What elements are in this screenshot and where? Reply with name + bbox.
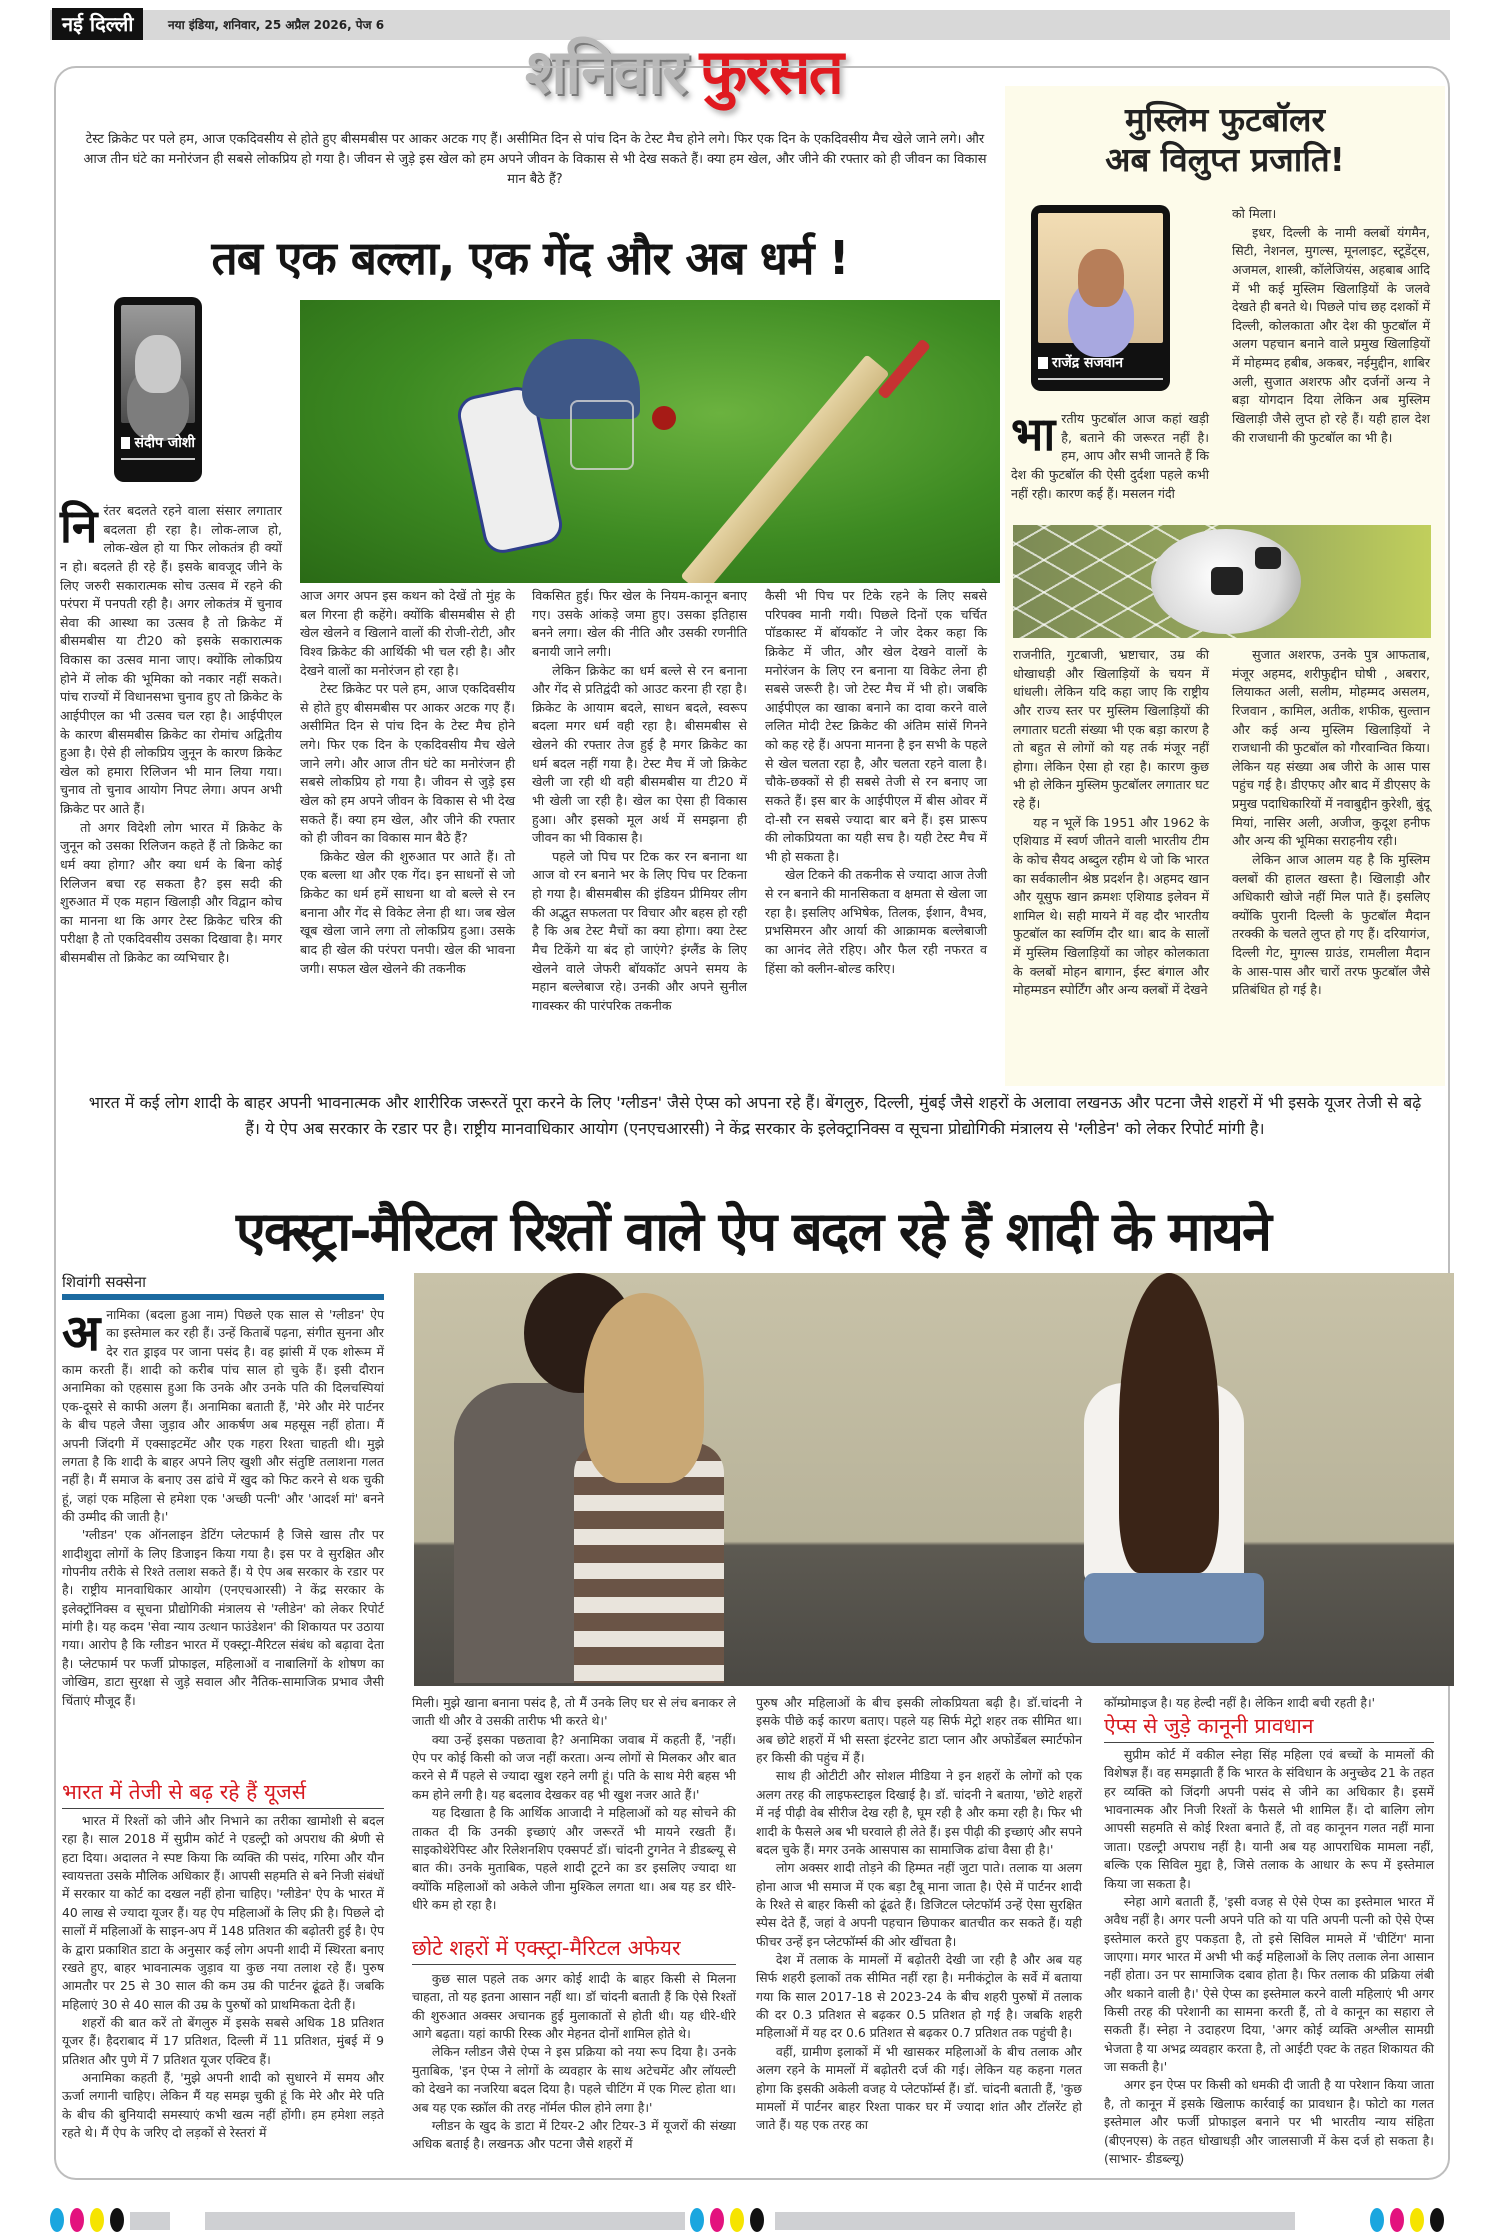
yellow-registration-mark: [90, 2208, 104, 2232]
cricket-col-4: कैसी भी पिच पर टिके रहने के लिए सबसे परिपक्व मानी गयी। पिछले दिनों एक चर्चित पॉडकास्ट में बॉयकॉट ने जोर देकर कहा कि क्रिकेट में जीत, और खेल देखने वालों के मनोरंजन के लिए रन बनाना या विकेट लेना ही सबसे जरूरी है। जो टेस्ट मैच में भी हो। जबकि आईपीएल का खाका बनाने का दावा करने वाले ललित मोदी टेस्ट क्रिकेट की अंतिम सांसें गिनने को कह रहे हैं। अपना मानना है इन सभी के पहले से खेल चलता रहा है, और चलता रहने वाला है। चौके-छक्कों से ही सबसे तेजी से रन बनाए जा सकते हैं। इस बार के आईपीएल में बीस ओवर में दो-सौ रन सबसे ज्यादा बार बने हैं। इस प्रारूप की लोकप्रियता का यही सच है। यही टेस्ट मैच में भी हो सकता है। खेल टिकने की तकनीक से ज्यादा आज तेजी से रन बनाने की मानसिकता व क्षमता से खेला जा रहा है। इसलिए अभिषेक, तिलक, ईशान, वैभव, प्रभसिमरन और आर्या की आक्रामक बल्लेबाजी का आनंद लेते रहिए। और फैल रही नफरत व हिंसा को क्लीन-बोल्ड करिए।: [765, 588, 987, 976]
extramarital-deck: भारत में कई लोग शादी के बाहर अपनी भावनात्मक और शारीरिक जरूरतें पूरा करने के लिए 'ग्लीडन' जैसे ऐप्स को अपना रहे हैं। बेंगलुरु, दिल्ली, मुंबई जैसे शहरों के अलावा लखनऊ और पटना जैसे शहरों में भी इसके यूजर तेजी से बढ़े हैं। ये ऐप अब सरकार के रडार पर है। राष्ट्रीय मानवाधिकार आयोग (एनएचआरसी) ने केंद्र सरकार के इलेक्ट्रानिक्स व सूचना प्रोद्योगिकी मंत्रालय से 'ग्लीडेन' को लेकर रिपोर्ट मांगी है।: [88, 1093, 1422, 1138]
football-col-left: राजनीति, गुटबाजी, भ्रष्टाचार, उम्र की धोखाधड़ी और खिलाड़ियों के चयन में धांधली। लेकिन यदि कहा जाए कि राष्ट्रीय और राज्य स्तर पर मुस्लिम खिलाड़ियों की लगातार घटती संख्या भी एक बड़ा कारण है तो बहुत से लोगों को यह तर्क मंजूर नहीं होगा। लेकिन ऐसा हो रहा है। कारण कुछ भी हो लेकिन मुस्लिम फुटबॉलर लगातार घट रहे हैं। यह न भूलें कि 1951 और 1962 के एशियाड में स्वर्ण जीतने वाली भारतीय टीम के कोच सैयद अब्दुल रहीम थे जो कि भारत का सर्वकालीन श्रेष्ठ प्रदर्शन है। अहमद खान और यूसुफ खान क्रमशः एशियाड इलेवन में शामिल थे। सही मायने में वह दौर भारतीय फुटबॉल का स्वर्णिम दौर था। बाद के सालों में मुस्लिम खिलाड़ियों का जोहर कोलकाता के क्लबों मोहन बागान, ईस्ट बंगाल और मोहम्मडन स्पोर्टिंग और अन्य क्लबों में देखने: [1013, 647, 1209, 998]
extramarital-col-4: सुप्रीम कोर्ट में वकील स्नेहा सिंह महिला एवं बच्चों के मामलों की विशेषज्ञ हैं। वह समझाती हैं कि भारत के संविधान के अनुच्छेद 21 के तहत हर व्यक्ति को जिंदगी अपनी पसंद से जीने का अधिकार है। इसमें भावनात्मक और निजी रिश्तों के फैसले भी शामिल हैं। दो बालिग लोग आपसी सहमति से कोई रिश्ता बनाते हैं, तो वह कानूनन गलत नहीं माना जाता। एडल्ट्री अपराध नहीं है। यानी अब यह आपराधिक मामला नहीं, बल्कि एक सिविल मुद्दा है, जिसे तलाक के आधार के रूप में इस्तेमाल किया जा सकता है। स्नेहा आगे बताती हैं, 'इसी वजह से ऐसे ऐप्स का इस्तेमाल भारत में अवैध नहीं है। अगर पत्नी अपने पति को या पति अपनी पत्नी को ऐसे ऐप्स इस्तेमाल करते हुए पकड़ता है, तो इसे सिविल मामले में 'चीटिंग' माना जाएगा। मगर भारत में अभी भी कई महिलाओं के लिए तलाक लेना आसान नहीं होता। उन पर सामाजिक दबाव होता है। फिर तलाक की प्रक्रिया लंबी और थकाने वाली है।' ऐसे ऐप्स का इस्तेमाल करने वाली महिलाएं भी अगर किसी तरह की परेशानी का सामना करती हैं, तो वे कानून का सहारा ले सकती हैं। स्नेहा ने उदाहरण दिया, 'अगर कोई व्यक्ति अश्लील सामग्री भेजता है या अभद्र व्यवहार करता है, तो आईटी एक्ट के तहत शिकायत की जा सकती है।' अगर इन ऐप्स पर किसी को धमकी दी जाती है या परेशान किया जाता है, तो कानून में इसके खिलाफ कार्रवाई का प्रावधान है। फोटो का गलत इस्तेमाल और फर्जी प्रोफाइल बनाने पर भी भारतीय न्याय संहिता (बीएनएस) के तहत धोखाधड़ी और जालसाजी में केस दर्ज हो सकता है। (साभार- डीडब्ल्यू): [1104, 1747, 1434, 2166]
cricket-col-2: आज अगर अपन इस कथन को देखें तो मुंह के बल गिरना ही कहेंगे। क्योंकि बीसमबीस से ही खेल खेलने व खिलाने वालों की रोजी-रोटी, और विश्व क्रिकेट की आर्थिकी भी चल रही है। और देखने वालों का मनोरंजन हो रहा है। टेस्ट क्रिकेट पर पले हम, आज एकदिवसीय से होते हुए बीसमबीस पर आकर अटक गए हैं। असीमित दिन से पांच दिन के टेस्ट मैच होने लगे। फिर एक दिन के एकदिवसीय मैच खेले जाने लगे। और आज तीन घंटे का मनोरंजन ही सबसे लोकप्रिय हो गया है। जीवन से जुड़े इस खेल को हम अपने जीवन के विकास से भी देख सकते हैं। क्या हम खेल, और जीने की रफ्तार को ही जीवन का विकास मान बैठे हैं? क्रिकेट खेल की शुरुआत पर आते हैं। तो एक बल्ला था और एक गेंद। इन साधनों से जो क्रिकेट का धर्म हमें साधना था वो बल्ले से रन बनाना और गेंद से विकेट लेना ही था। जब खेल खूब खेला जाने लगा तो लोकप्रिय हुआ। उसके बाद ही खेल की परंपरा पनपी। खेल की भावना जगी। सफल खेल खेलने की तकनीक: [300, 588, 515, 976]
extramarital-headline: एक्स्ट्रा-मैरिटल रिश्तों वाले ऐप बदल रहे हैं शादी के मायने: [236, 1200, 1270, 1263]
section-title-grey: शनिवार: [525, 35, 686, 108]
registration-bar: [775, 2212, 1295, 2230]
author-photo: [121, 305, 195, 423]
cyan-registration-mark: [690, 2208, 704, 2232]
football-net-image: [1013, 525, 1431, 638]
black-registration-mark: [750, 2208, 764, 2232]
dropcap: भा: [1011, 407, 1056, 461]
author-box-football: [1031, 205, 1170, 391]
author-name: संदीप जोशी: [121, 433, 195, 452]
couple-photo: [414, 1273, 1454, 1686]
cricket-headline: तब एक बल्ला, एक गेंद और अब धर्म !: [211, 231, 849, 285]
extramarital-col-2b: कुछ साल पहले तक अगर कोई शादी के बाहर किसी से मिलना चाहता, तो यह इतना आसान नहीं था। डॉ चांदनी बताती हैं कि ऐसे रिश्तों की शुरुआत अक्सर अचानक हुई मुलाकातों से होती थी। यह धीरे-धीरे आगे बढ़ता। यहां काफी रिस्क और मेहनत दोनों शामिल होते थे। लेकिन ग्लीडन जैसे ऐप्स ने इस प्रक्रिया को नया रूप दिया है। उनके मुताबिक, 'इन ऐप्स ने लोगों के व्यवहार के साथ अटेचमेंट और लॉयल्टी को देखने का नजरिया बदल दिया है। पहले चीटिंग में एक गिल्ट होता था। अब यह एक स्क्रॉल की तरह नॉर्मल फील होने लगा है।' ग्लीडन के खुद के डाटा में टियर-2 और टियर-3 में यूजरों की संख्या अधिक बताई है। लखनऊ और पटना जैसे शहरों में: [412, 1971, 736, 2152]
extramarital-col-3: पुरुष और महिलाओं के बीच इसकी लोकप्रियता बढ़ी है। डॉ.चांदनी ने इसके पीछे कई कारण बताए। पहले यह सिर्फ मेट्रो शहर तक सीमित था। अब छोटे शहरों में भी सस्ता इंटरनेट डाटा प्लान और अफोर्डेबल स्मार्टफोन हर किसी की पहुंच में हैं। साथ ही ओटीटी और सोशल मीडिया ने इन शहरों के लोगों को एक अलग तरह की लाइफस्टाइल दिखाई है। डॉ. चांदनी ने बताया, 'छोटे शहरों में नई पीढ़ी वेब सीरीज देख रही है, घूम रही है और कमा रही है। फिर भी शादी के फैसले अब भी घरवाले ही लेते हैं। इस पीढ़ी की इच्छाएं और सपने बदल चुके हैं। मगर उनके आसपास का सामाजिक ढांचा वैसा ही है।' लोग अक्सर शादी तोड़ने की हिम्मत नहीं जुटा पाते। तलाक या अलग होना आज भी समाज में एक बड़ा टैबू माना जाता है। ऐसे में पार्टनर शादी के रिश्ते से बाहर किसी को ढूंढते हैं। डिजिटल प्लेटफॉर्म उन्हें ऐसा सुरक्षित स्पेस देते हैं, जहां वे अपनी पहचान छिपाकर बातचीत कर सकते हैं। यही फीचर उन्हें इन प्लेटफॉर्म्स की ओर खींचता है। देश में तलाक के मामलों में बढ़ोतरी देखी जा रही है और अब यह सिर्फ शहरी इलाकों तक सीमित नहीं रहा है। मनीकंट्रोल के सर्वे में बताया गया कि साल 2017-18 से 2023-24 के बीच शहरी पुरुषों में तलाक की दर 0.3 प्रतिशत से बढ़कर 0.5 प्रतिशत हो गई है। जबकि शहरी महिलाओं में यह दर 0.6 प्रतिशत से बढ़कर 0.7 प्रतिशत तक पहुंची है। वहीं, ग्रामीण इलाकों में भी खासकर महिलाओं के बीच तलाक और अलग रहने के मामलों में बढ़ोतरी दर्ज की गई। लेकिन यह कहना गलत होगा कि इसकी अकेली वजह ये प्लेटफॉर्म्स हैं। डॉ. चांदनी बताती हैं, 'कुछ मामलों में पार्टनर बाहर रिश्ता पाकर घर में ज्यादा शांत और टॉलरेंट हो जाते हैं। यह एक तरह का: [756, 1695, 1082, 2133]
black-registration-mark: [110, 2208, 124, 2232]
extramarital-col-1b: भारत में रिश्तों को जीने और निभाने का तरीका खामोशी से बदल रहा है। साल 2018 में सुप्रीम कोर्ट ने एडल्ट्री को अपराध की श्रेणी से हटा दिया। अदालत ने स्पष्ट किया कि व्यक्ति की पसंद, गरिमा और यौन स्वायत्तता उसके मौलिक अधिकार हैं। आपसी सहमति से बने निजी संबंधों में सरकार या कोर्ट का दखल नहीं होना चाहिए। 'ग्लीडेन' ऐप के भारत में 40 लाख से ज्यादा यूजर हैं। यह ऐप महिलाओं के लिए फ्री है। पिछले दो सालों में महिलाओं के साइन-अप में 148 प्रतिशत की बढ़ोतरी हुई है। ऐप के द्वारा प्रकाशित डाटा के अनुसार कई लोग अपनी शादी में स्थिरता बनाए रखते हुए, बाहर भावनात्मक जुड़ाव या कुछ नया तलाश रहे हैं। पुरुष आमतौर पर 25 से 30 साल की कम उम्र की पार्टनर ढूंढते हैं। जबकि महिलाएं 30 से 40 साल की उम्र के पुरुषों को प्राथमिकता देती हैं। शहरों की बात करें तो बेंगलुरु में इसके सबसे अधिक 18 प्रतिशत यूजर हैं। हैदराबाद में 17 प्रतिशत, दिल्ली में 11 प्रतिशत, मुंबई में 9 प्रतिशत और पुणे में 7 प्रतिशत यूजर एक्टिव हैं। अनामिका कहती हैं, 'मुझे अपनी शादी को सुधारने में समय और ऊर्जा लगानी चाहिए। लेकिन मैं यह समझ चुकी हूं कि मेरे और मेरे पति के बीच की बुनियादी समस्याएं कभी खत्म नहीं होंगी। हम हमेशा लड़ते रहते थे। मैं ऐप के जरिए दो लड़कों से रेस्तरां में: [62, 1813, 384, 2141]
cricket-col-1: निरंतर बदलते रहने वाला संसार लगातार बदलता ही रहा है। लोक-लाज हो, लोक-खेल हो या फिर लोकतंत्र ही क्यों न हो। बदलते ही रहे हैं। इसके बावजूद जीने के लिए जरुरी सकारात्मक सोच उत्सव में रहने की परंपरा में पनपती रही है। अगर लोकतंत्र में चुनाव सेवा की आस्था का उत्सव है तो क्रिकेट में बीसमबीस या टी20 को इसके सकारात्मक विकास का उत्सव माना जाए। क्योंकि लोकप्रिय होने में लोक की भूमिका को नकार नहीं सकते। पांच राज्यों में विधानसभा चुनाव हुए तो क्रिकेट के आईपीएल का भी उत्सव चल रहा है। आईपीएल के कारण बीसमबीस क्रिकेट का रोमांच अद्वितीय हुआ है। ऐसे ही लोकप्रिय जुनून के कारण क्रिकेट खेल को हमारा रिलिजन भी मान लिया गया। चुनाव तो चुनाव आयोग निपट लेगा। अपन अभी क्रिकेट पर आते हैं। तो अगर विदेशी लोग भारत में क्रिकेट के जुनून को उसका रिलिजन कहते हैं तो क्रिकेट का धर्म क्या होगा? और क्या धर्म के बिना कोई रिलिजन बचा रह सकता है? इस सदी की शुरुआत में एक महान खिलाड़ी और विद्वान कोच का मानना था कि अगर टेस्ट क्रिकेट चरित्र की परीक्षा है तो एकदिवसीय उसका दिखावा है। मगर बीसमबीस तो क्रिकेट का व्यभिचार है।: [60, 499, 282, 965]
author-name: राजेंद्र सजवान: [1038, 353, 1163, 372]
author-box-cricket: [114, 297, 202, 482]
cricket-col-3: विकसित हुई। फिर खेल के नियम-कानून बनाए गए। उसके आंकड़े जमा हुए। उसका इतिहास बनने लगा। खेल की नीति और उसकी रणनीति बनायी जाने लगी। लेकिन क्रिकेट का धर्म बल्ले से रन बनाना और गेंद से प्रतिद्वंदी को आउट करना ही रहा है। क्रिकेट के आयाम बदले, साधन बदले, स्वरूप बदला मगर धर्म वही रहा है। बीसमबीस से खेलने की रफ्तार तेज हुई है मगर क्रिकेट का धर्म बदल नहीं गया है। टेस्ट मैच में जो क्रिकेट खेली जा रही थी वही बीसमबीस या टी20 में भी खेली जा रही है। खेल का ऐसा ही विकास हुआ। और इसको मूल अर्थ में समझना ही जीवन का भी विकास है। पहले जो पिच पर टिक कर रन बनाना था आज वो रन बनाने भर के लिए पिच पर टिकना हो गया है। बीसमबीस की इंडियन प्रीमियर लीग की अद्भुत सफलता पर विचार और बहस हो रही है कि अब टेस्ट मैचों का क्या होगा। क्या टेस्ट मैच टिकेंगे या बंद हो जाएंगे? इंग्लैंड के लिए खेलने वाले जेफरी बॉयकॉट अपने समय के महान बल्लेबाज रहे। उनकी और अपने सुनील गावस्कर की पारंपरिक तकनीक: [532, 588, 747, 1013]
cricket-equipment-image: [300, 300, 1000, 583]
byline: शिवांगी सक्सेना: [62, 1273, 146, 1291]
yellow-registration-mark: [1410, 2208, 1424, 2232]
magenta-registration-mark: [1390, 2208, 1404, 2232]
cyan-registration-mark: [50, 2208, 64, 2232]
cyan-registration-mark: [1370, 2208, 1384, 2232]
city-badge: नई दिल्ली: [52, 8, 143, 40]
section-title-red: फुरसत: [699, 35, 842, 108]
yellow-registration-mark: [730, 2208, 744, 2232]
extramarital-col-4-top: कॉम्प्रोमाइज है। यह हेल्दी नहीं है। लेकिन शादी बची रहती है।': [1104, 1695, 1376, 1710]
black-registration-mark: [1430, 2208, 1444, 2232]
football-headline: मुस्लिम फुटबॉलर अब विलुप्त प्रजाति!: [1105, 100, 1345, 179]
football-intro: भारतीय फुटबॉल आज कहां खड़ी है, बताने की जरूरत नहीं है। हम, आप और सभी जानते हैं कि देश की फुटबॉल की ऐसी दुर्दशा पहले कभी नहीं रही। कारण कई हैं। मसलन गंदी: [1011, 407, 1209, 501]
dropcap: नि: [60, 499, 98, 553]
extramarital-col-2: मिली। मुझे खाना बनाना पसंद है, तो मैं उनके लिए घर से लंच बनाकर ले जाती थी और वे उसकी तारीफ भी करते थे।' क्या उन्हें इसका पछतावा है? अनामिका जवाब में कहती हैं, 'नहीं। ऐप पर कोई किसी को जज नहीं करता। अन्य लोगों से मिलकर और बात करने से मैं पहले से ज्यादा खुश रहने लगी हूं। पति के साथ मेरी बहस भी कम होने लगी है। यह बदलाव देखकर वह भी खुश नजर आते हैं।' यह दिखाता है कि आर्थिक आजादी ने महिलाओं को यह सोचने की ताकत दी कि उनकी इच्छाएं और जरूरतें भी मायने रखती हैं। साइकोथेरेपिस्ट और रिलेशनशिप एक्सपर्ट डॉ। चांदनी टुगनेत ने डीडब्ल्यू से बात की। उनके मुताबिक, पहले शादी टूटने का डर इसलिए ज्यादा था क्योंकि महिलाओं को अकेले जीना मुश्किल लगता था। अब यह डर धीरे-धीरे कम हो रहा है।: [412, 1695, 736, 1912]
magenta-registration-mark: [70, 2208, 84, 2232]
dropcap: अ: [62, 1303, 101, 1362]
dateline: नया इंडिया, शनिवार, 25 अप्रैल 2026, पेज 6: [168, 18, 385, 32]
subhead-legal: ऐप्स से जुड़े कानूनी प्रावधान: [1104, 1712, 1434, 1743]
extramarital-col-1: अनामिका (बदला हुआ नाम) पिछले एक साल से 'ग्लीडन' ऐप का इस्तेमाल कर रही हैं। उन्हें किताबें पढ़ना, संगीत सुनना और देर रात ड्राइव पर जाना पसंद है। वह झांसी में एक शोरूम में काम करती हैं। शादी को करीब पांच साल हो चुके हैं। इसी दौरान अनामिका को एहसास हुआ कि उनके और उनके पति की दिलचस्पियां एक-दूसरे से काफी अलग हैं। अनामिका बताती हैं, 'मेरे और मेरे पार्टनर के बीच पहले जैसा जुड़ाव और आकर्षण अब महसूस नहीं होता। मैं अपनी जिंदगी में एक्साइटमेंट और एक गहरा रिश्ता चाहती थी। मुझे लगता है कि शादी के बाहर अपने लिए खुशी और संतुष्टि तलाशना गलत नहीं है। मैं समाज के बनाए उस ढांचे में खुद को फिट करने से थक चुकी हूं, जहां एक महिला से हमेशा एक 'अच्छी पत्नी' और 'आदर्श मां' बनने की उम्मीद की जाती है।' 'ग्लीडन' एक ऑनलाइन डेटिंग प्लेटफार्म है जिसे खास तौर पर शादीशुदा लोगों के लिए डिजाइन किया गया है। इस पर वे सुरक्षित और गोपनीय तरीके से रिश्ते तलाश सकते हैं। ये ऐप अब सरकार के रडार पर है। राष्ट्रीय मानवाधिकार आयोग (एनएचआरसी) ने केंद्र सरकार के इलेक्ट्रॉनिक्स व सूचना प्रौद्योगिकी मंत्रालय से 'ग्लीडेन' को लेकर रिपोर्ट मांगी है। यह कदम 'सेवा न्याय उत्थान फाउंडेशन' की शिकायत पर उठाया गया। आरोप है कि ग्लीडन भारत में एक्स्ट्रा-मैरिटल संबंध को बढ़ावा देता है। प्लेटफार्म पर फर्जी प्रोफाइल, महिलाओं व नाबालिगों के शोषण का जोखिम, डाटा सुरक्षा से जुड़े सवाल और नैतिक-सामाजिक प्रभाव जैसी चिंताएं मौजूद हैं।: [62, 1303, 384, 1708]
subhead-small-cities: छोटे शहरों में एक्स्ट्रा-मैरिटल अफेयर: [412, 1934, 736, 1965]
football-col-right-top: को मिला। इधर, दिल्ली के नामी क्लबों यंगमैन, सिटी, नेशनल, मुगल्स, मूनलाइट, स्टूडेंट्स, अजमल, शास्त्री, कॉलेजियंस, अहबाब आदि में भी कई मुस्लिम खिलाड़ियों के जलवे देखते ही बनते थे। पिछले पांच छह दशकों में दिल्ली, कोलकाता और देश की फुटबॉल में अलग पहचान बनाने वाले प्रमुख खिलाड़ियों में मोहम्मद हबीब, अकबर, नईमुद्दीन, शाबिर अली, सुजात अशरफ और दर्जनों अन्य ने बड़ा योगदान दिया लेकिन अब मुस्लिम खिलाड़ी जैसे लुप्त हो रहे हैं। यही हाल देश की राजधानी की फुटबॉल का भी है।: [1232, 206, 1430, 445]
cricket-deck: टेस्ट क्रिकेट पर पले हम, आज एकदिवसीय से होते हुए बीसमबीस पर आकर अटक गए हैं। असीमित दिन से पांच दिन के टेस्ट मैच होने लगे। फिर एक दिन के एकदिवसीय मैच खेले जाने लगे। और आज तीन घंटे का मनोरंजन ही सबसे लोकप्रिय हो गया है। जीवन से जुड़े इस खेल को हम अपने जीवन के विकास से भी देख सकते हैं। क्या हम खेल, और जीने की रफ्तार को ही जीवन का विकास मान बैठे हैं?: [83, 132, 987, 188]
magenta-registration-mark: [710, 2208, 724, 2232]
football-col-right: सुजात अशरफ, उनके पुत्र आफताब, मंजूर अहमद, शरीफुद्दीन घोषी , अबरार, लियाकत अली, सलीम, मोहम्मद असलम, रिजवान , कामिल, अतीक, शफीक, सुल्तान और कई अन्य मुस्लिम खिलाड़ियों ने राजधानी की फुटबॉल को गौरवान्वित किया। लेकिन यह संख्या अब जीरो के आस पास पहुंच गई है। डीएफए और बाद में डीएसए के प्रमुख पदाधिकारियों में नवाबुद्दीन कुरेशी, बुंदू मियां, नासिर अली, अजीज, कुदूश हनीफ और अन्य की भूमिका सराहनीय रही। लेकिन आज आलम यह है कि मुस्लिम क्लबों की हालत खस्ता है। खिलाड़ी और अधिकारी खोजे नहीं मिल पाते हैं। इसलिए क्योंकि पुरानी दिल्ली के फुटबॉल मैदान तरक्की के चलते लुप्त हो गए हैं। दरियागंज, दिल्ली गेट, मुगल्स ग्राउंड, रामलीला मैदान के आस-पास और चारों तरफ फुटबॉल जैसे प्रतिबंधित हो गई है।: [1232, 647, 1430, 998]
subhead-users: भारत में तेजी से बढ़ रहे हैं यूजर्स: [62, 1778, 384, 1809]
registration-bar: [130, 2212, 170, 2230]
registration-bar: [205, 2212, 685, 2230]
byline-rule: [62, 1294, 384, 1300]
author-photo: [1038, 213, 1163, 343]
